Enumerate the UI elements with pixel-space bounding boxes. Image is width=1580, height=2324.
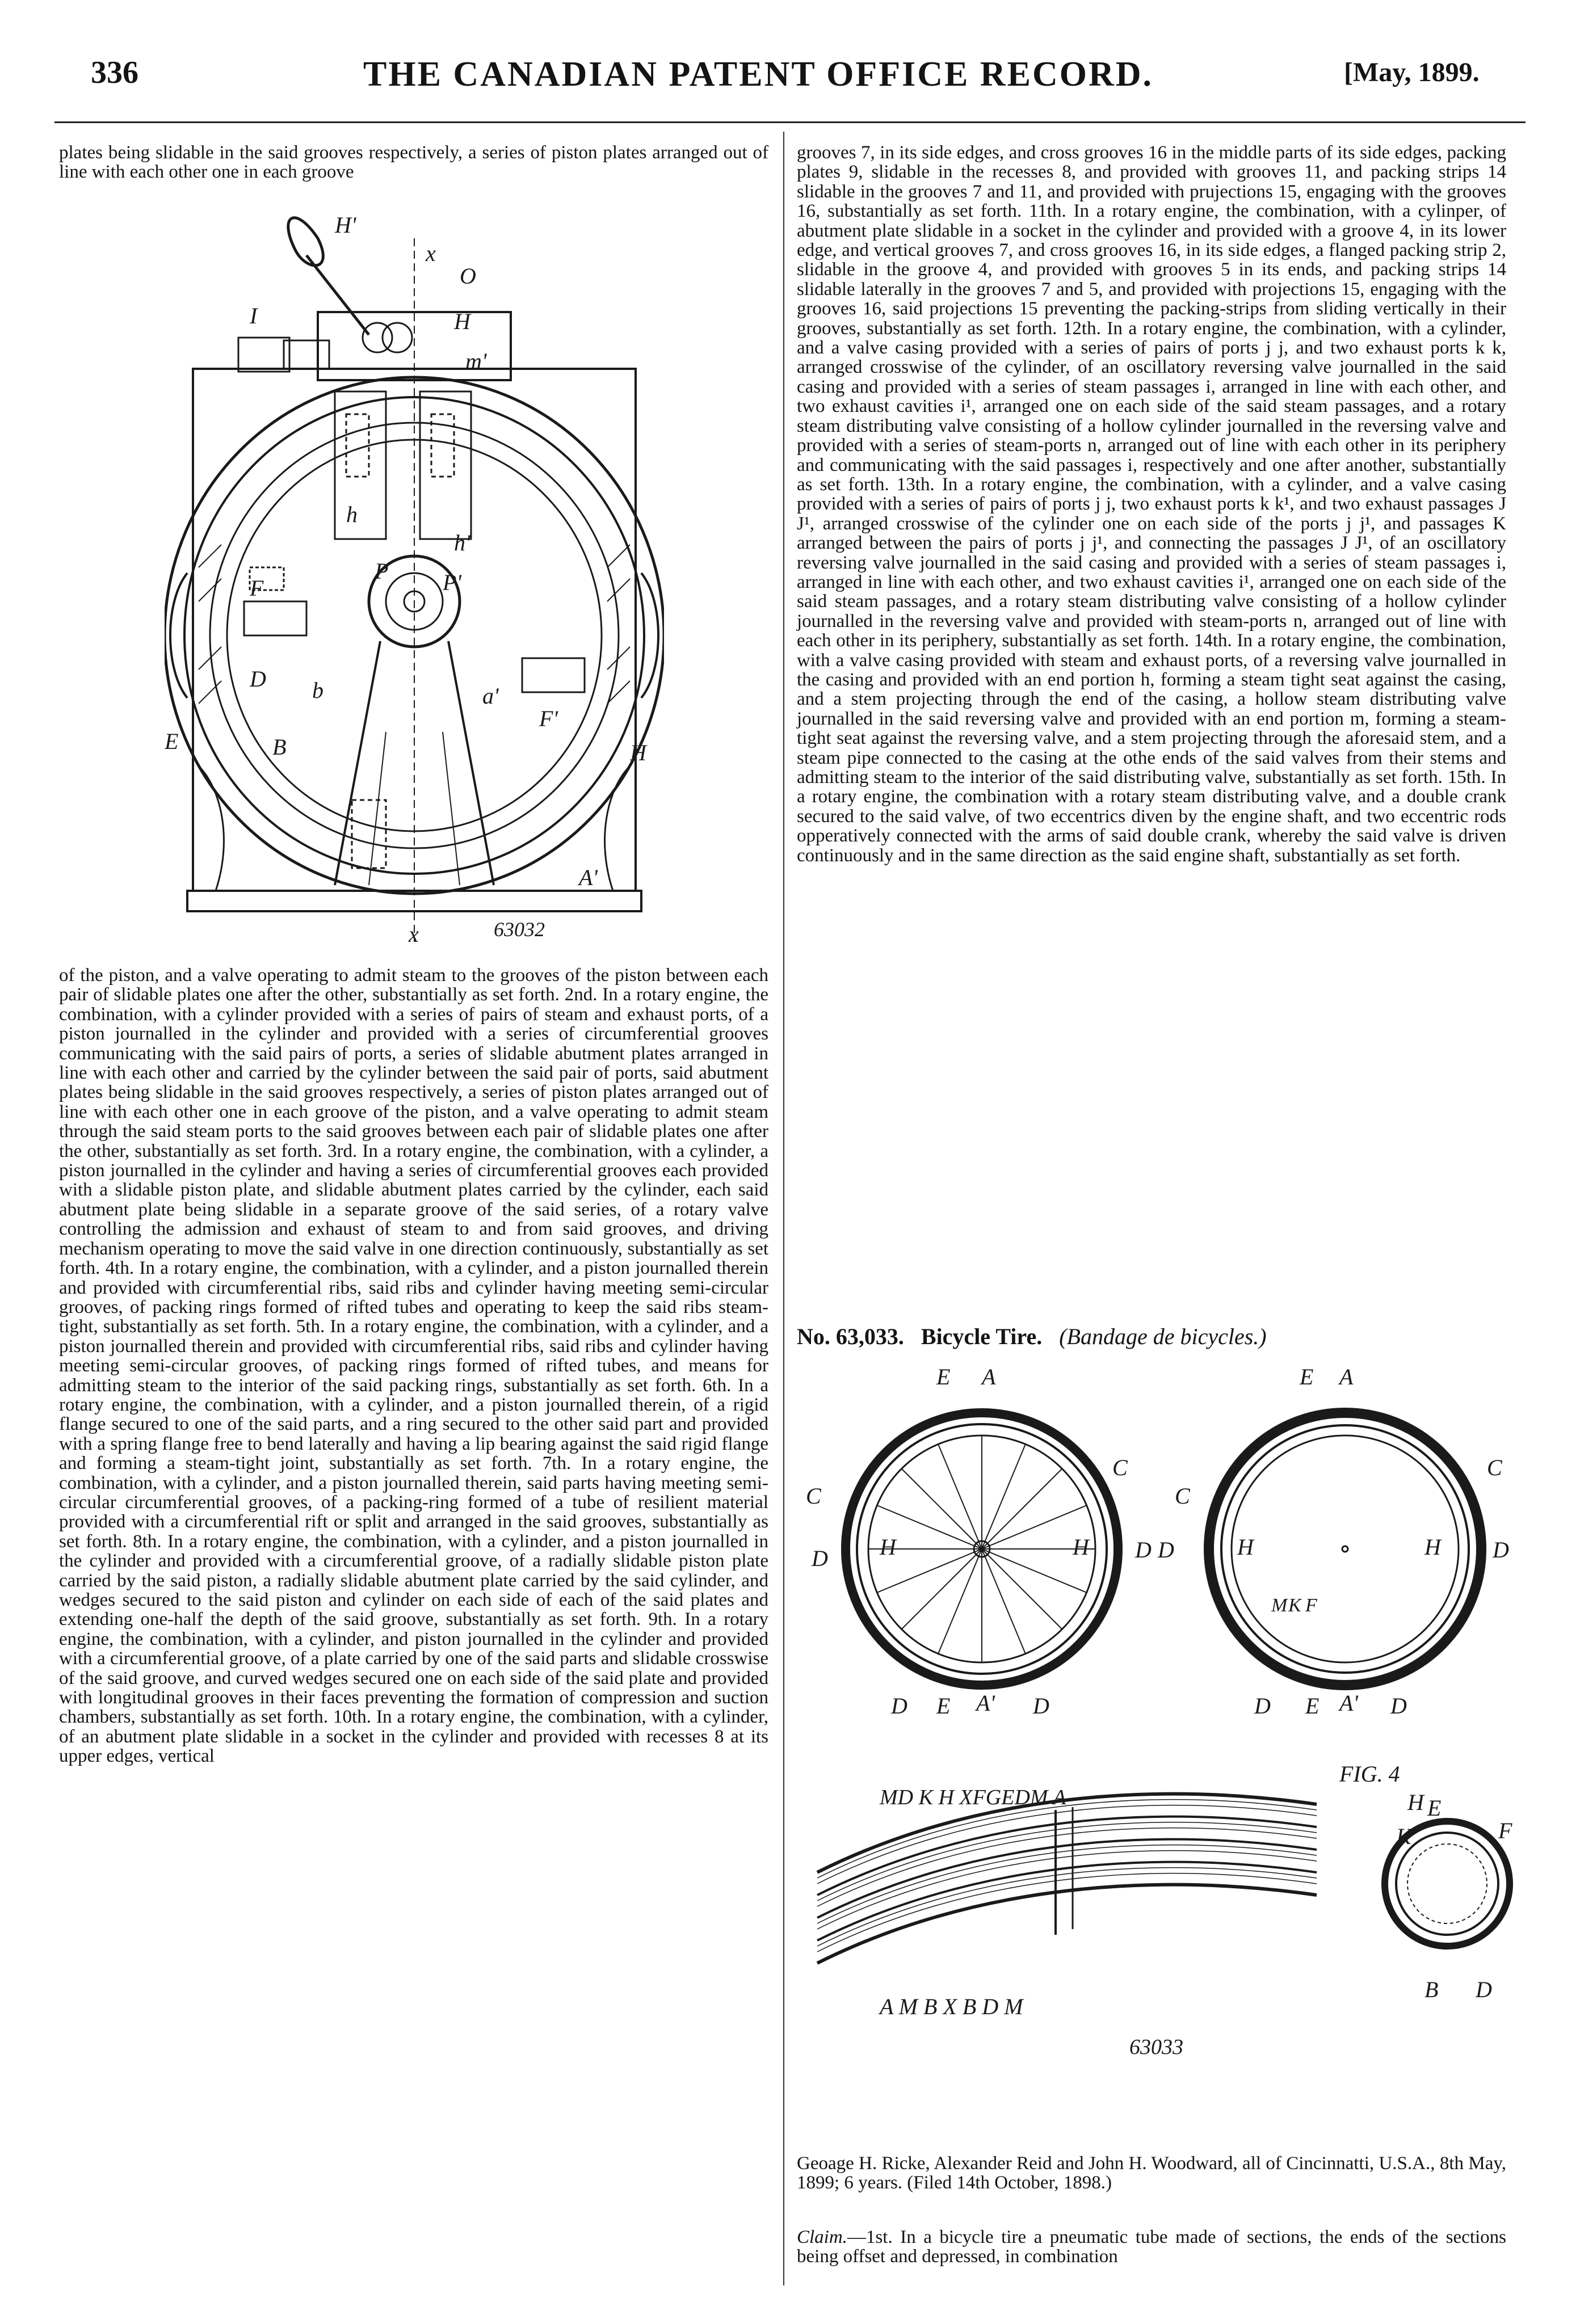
fig1-label-A-prime: A' <box>579 865 598 890</box>
fig4-label: FIG. 4 <box>1339 1761 1400 1787</box>
wheel-b-label-F: F <box>1305 1595 1317 1616</box>
wheel-a-label-A: A <box>982 1364 996 1390</box>
cross-label-H: H <box>1407 1790 1424 1815</box>
wheel-a-label-C-right: C <box>1112 1455 1128 1480</box>
wheel-b-label-E-bottom: E <box>1305 1693 1320 1719</box>
rotary-engine-drawing <box>165 204 664 948</box>
bicycle-tire-figure <box>806 1362 1521 2060</box>
wheel-a-label-A-prime: A' <box>976 1690 995 1716</box>
wheel-b-label-E: E <box>1300 1364 1314 1390</box>
fig1-label-H-prime: H' <box>335 212 356 238</box>
issue-date: [May, 1899. <box>1344 57 1480 87</box>
wheel-b-label-D-bottom-left: D <box>1254 1693 1271 1719</box>
wheel-b-label-A-prime: A' <box>1339 1690 1358 1716</box>
wheel-a-label-E: E <box>936 1364 951 1390</box>
section-bottom-labels: A M B X B D M <box>880 1994 1023 2019</box>
right-body-paragraph: grooves 7, in its side edges, and cross grooves 16 in the middle parts of its side edges, packing plates 9, slidable in the recesses 8, and provided with grooves 11, and packing strips 14 slidable in the grooves 7 and 11, and provided with prujections 15, engaging with the grooves 16, substantially as set forth. 11th. In a rotary engine, the combination, with a cylinper, of abutment plate slidable in a socket in the cylinder and provided with a groove 4, in its lower edge, and vertical grooves 7, and cross grooves 16, in its side edges, a flanged packing strip 2, slidable in the groove 4, and provided with grooves 5 in its ends, and packing strips 14 slidable laterally in the grooves 7 and 5, and provided with projections 15, engaging with the grooves 16, said projections 15 preventing the packing-strips from sliding vertically in their grooves, substantially as set forth. 12th. In a rotary engine, the combination, with a cylinder, and a valve casing provided with a series of pairs of ports j j, and two exhaust ports k k, arranged crosswise of the cylinder, of an oscillatory reversing valve journalled in the said casing and provided with a series of steam passages i, arranged in line with each other, and two exhaust cavities i¹, arranged one on each side of the said steam passages, and a rotary steam distributing valve consisting of a hollow cylinder journalled in the reversing valve and provided with a series of steam-ports n, arranged out of line with each other in its periphery and communicating with the said passages i, respectively and one after another, substantially as set forth. 13th. In a rotary engine, the combination, with a cylinder, and a valve casing provided with a series of pairs of ports j j, two exhaust ports k k¹, and two exhaust passages J J¹, arranged crosswise of the cylinder one on each side of the ports j j¹, and passages K arranged between the pairs of ports j j¹, and connecting the passages J J¹, of an oscillatory reversing valve journalled in the said casing and provided with a series of steam passages i, arranged in line with each other, and two exhaust cavities i¹, arranged one on each side of the said steam passages, and a rotary steam distributing valve consisting of a hollow cylinder journalled in the reversing valve and provided with steam-ports n, arranged out of line with each other in its periphery, substantially as set forth. 14th. In a rotary engine, the combination, with a valve casing provided with steam and exhaust ports, of a reversing valve journalled in the casing and provided with an end portion h, forming a steam tight seat against the casing, and a stem projecting through the end of the casing, a hollow steam distributing valve journalled in the said reversing valve and provided with an end portion m, forming a steam-tight seat against the reversing valve, and a stem projecting through the aforesaid stem, and a steam pipe connected to the casing at the othe ends of the said valves from their stems and admitting steam to the interior of the said distributing valve, substantially as set forth. 15th. In a rotary engine, the combination with a rotary steam distributing valve, and a double crank secured to the said valve, of two eccentrics diven by the engine shaft, and two eccentric rods opperatively connected with the arms of said double crank, whereby the said valve is driven continuously and in the same direction as the said engine shaft, substantially as set forth. <box>797 142 1506 866</box>
wheel-b-label-A: A <box>1339 1364 1354 1390</box>
wheel-b-label-C-right: C <box>1487 1455 1502 1480</box>
wheel-b-label-M: M <box>1271 1595 1288 1616</box>
cross-label-E: E <box>1427 1795 1442 1821</box>
fig1-label-H: H <box>454 309 470 334</box>
fig1-label-E: E <box>165 729 179 754</box>
claim-text: —1st. In a bicycle tire a pneumatic tube made of sections, the ends of the sections being offset and depressed, in combination <box>797 2227 1506 2267</box>
claim-block <box>797 2228 1506 2267</box>
claim-label: Claim. <box>797 2227 847 2247</box>
bicycle-tire-drawing <box>806 1362 1521 2060</box>
patent-number: No. 63,033. <box>797 1324 904 1349</box>
cross-label-F: F <box>1498 1818 1512 1843</box>
column-divider <box>783 132 784 2285</box>
wheel-b-label-D-left: D <box>1158 1537 1174 1563</box>
left-column-top-text <box>59 143 768 182</box>
fig1-number: 63032 <box>494 918 545 941</box>
wheel-b-label-K: K <box>1288 1595 1301 1616</box>
inventors-block <box>797 2154 1506 2193</box>
wheel-a-label-D-right: D <box>1135 1537 1152 1563</box>
journal-title: THE CANADIAN PATENT OFFICE RECORD. <box>363 55 1154 94</box>
wheel-b-label-D-bottom-right: D <box>1390 1693 1407 1719</box>
fig1-label-x-top: x <box>426 241 436 266</box>
left-top-paragraph: plates being slidable in the said grooves respectively, a series of piston plates arranged out of line with each other one in each groove <box>59 142 768 183</box>
left-body-paragraph: of the piston, and a valve operating to admit steam to the grooves of the piston between each pair of slidable plates one after the other, substantially as set forth. 2nd. In a rotary engine, the combination, with a cylinder provided with a series of pairs of steam and exhaust ports, of a piston journalled in the cylinder and provided with a series of circumferential grooves communicating with the said pairs of ports, a series of slidable abutment plates arranged in line with each other and carried by the cylinder between the said pair of ports, said abutment plates being slidable in the said grooves respectively, a series of piston plates arranged out of line with each other one in each groove of the piston, and a valve operating to admit steam through the said steam ports to the said grooves between each pair of slidable plates one after the other, substantially as set forth. 3rd. In a rotary engine, the combination, with a cylinder, a piston journalled in the cylinder and having a series of circumferential grooves each provided with a slidable piston plate, and slidable abutment plates carried by the cylinder, each said abutment plate being slidable in a separate groove of the said series, of a rotary valve controlling the admission and exhaust of steam to and from said grooves, and driving mechanism operating to move the said valve in one direction continuously, substantially as set forth. 4th. In a rotary engine, the combination, with a cylinder, and a piston journalled therein and provided with circumferential ribs, said ribs and cylinder having meeting semi-circular grooves, of packing rings formed of rifted tubes and operating to keep the said ribs steam-tight, substantially as set forth. 5th. In a rotary engine, the combination, with a cylinder, and a piston journalled therein and provided with circumferential ribs, said ribs and cylinder having meeting semi-circular grooves, of packing rings formed of rifted tubes, and means for admitting steam to the interior of the said packing rings, substantially as set forth. 6th. In a rotary engine, the combination, with a cylinder, and a piston journalled therein, of a rigid flange secured to one of the said parts, and a ring secured to the other said part and provided with a spring flange free to bend laterally and having a lip bearing against the said rigid flange and forming a steam-tight joint, substantially as set forth. 7th. In a rotary engine, the combination, with a cylinder, and a piston journalled therein, said parts having meeting semi-circular circumferential grooves, of a packing-ring formed of a tube of resilient material provided with a circumferential rift or split and arranged in the said grooves, substantially as set forth. 8th. In a rotary engine, the combination, with a cylinder, and a piston journalled in the cylinder and provided with a circumferential groove, of a radially slidable piston plate carried by the said piston, a radially slidable abutment plate carried by the said cylinder, and wedges secured to the said piston and cylinder on each side of each of the said plates and extending one-half the depth of the said groove, substantially as set forth. 9th. In a rotary engine, the combination, with a cylinder, and piston journalled in the cylinder and provided with a circumferential groove, of a plate carried by one of the said parts and slidable crosswise of the said groove, and curved wedges secured one on each side of the said plate and provided with longitudinal grooves in their faces preventing the formation of compression and suction chambers, substantially as set forth. 10th. In a rotary engine, the combination, with a cylinder, of an abutment plate slidable in a socket in the cylinder and provided with recesses 8 at its upper edges, vertical <box>59 965 768 1767</box>
fig1-label-a-prime: a' <box>482 683 499 709</box>
fig1-label-b: b <box>312 677 323 703</box>
section-top-labels: MD K H XFGEDM A <box>880 1786 1066 1809</box>
wheel-b-label-C-left: C <box>1175 1483 1190 1509</box>
fig1-label-B: B <box>272 734 287 760</box>
claim-paragraph <box>797 2228 1506 2267</box>
wheel-b-label-H-left: H <box>1237 1534 1254 1560</box>
fig1-label-P: P <box>375 558 389 584</box>
cross-label-K: K <box>1396 1824 1411 1849</box>
patent-title: Bicycle Tire. <box>921 1324 1043 1349</box>
fig1-label-H-right: H <box>630 740 646 765</box>
fig1-label-F: F <box>250 575 264 601</box>
fig1-label-x-bottom: x <box>409 921 419 947</box>
wheel-a-label-C-left: C <box>806 1483 821 1509</box>
fig1-label-O: O <box>460 263 476 289</box>
fig1-label-m-prime: m' <box>465 348 487 374</box>
patent-heading <box>797 1323 1267 1350</box>
rotary-engine-figure <box>165 204 664 948</box>
inventors-text: Geoage H. Ricke, Alexander Reid and John H. Woodward, all of Cincinnatti, U.S.A., 8th May, 1899; 6 years. (Filed 14th October, 1898.) <box>797 2153 1506 2194</box>
cross-label-B: B <box>1424 1977 1439 2002</box>
cross-label-D: D <box>1476 1977 1492 2002</box>
wheel-b-label-D-right: D <box>1493 1537 1509 1563</box>
wheel-b-label-H-right: H <box>1424 1534 1441 1560</box>
fig1-label-h: h <box>346 502 358 527</box>
header-rule <box>54 121 1526 123</box>
fig1-label-I: I <box>250 303 258 329</box>
page-number: 336 <box>91 55 138 90</box>
wheel-a-label-D-bottom-right: D <box>1033 1693 1049 1719</box>
wheel-a-label-H-right: H <box>1073 1534 1089 1560</box>
fig1-label-F-prime: F' <box>539 706 558 731</box>
wheel-a-label-E-bottom: E <box>936 1693 951 1719</box>
right-column-body <box>797 143 1506 865</box>
fig1-label-P-prime: P' <box>443 570 461 595</box>
wheel-a-label-H-left: H <box>880 1534 896 1560</box>
wheel-a-label-D-left: D <box>812 1546 828 1571</box>
fig1-label-D: D <box>250 666 266 692</box>
fig1-label-h-prime: h' <box>454 530 470 555</box>
patent-title-french: (Bandage de bicycles.) <box>1059 1324 1267 1349</box>
fig2-number: 63033 <box>1129 2035 1183 2059</box>
wheel-a-label-D-bottom-left: D <box>891 1693 907 1719</box>
left-column-body <box>59 966 768 1766</box>
